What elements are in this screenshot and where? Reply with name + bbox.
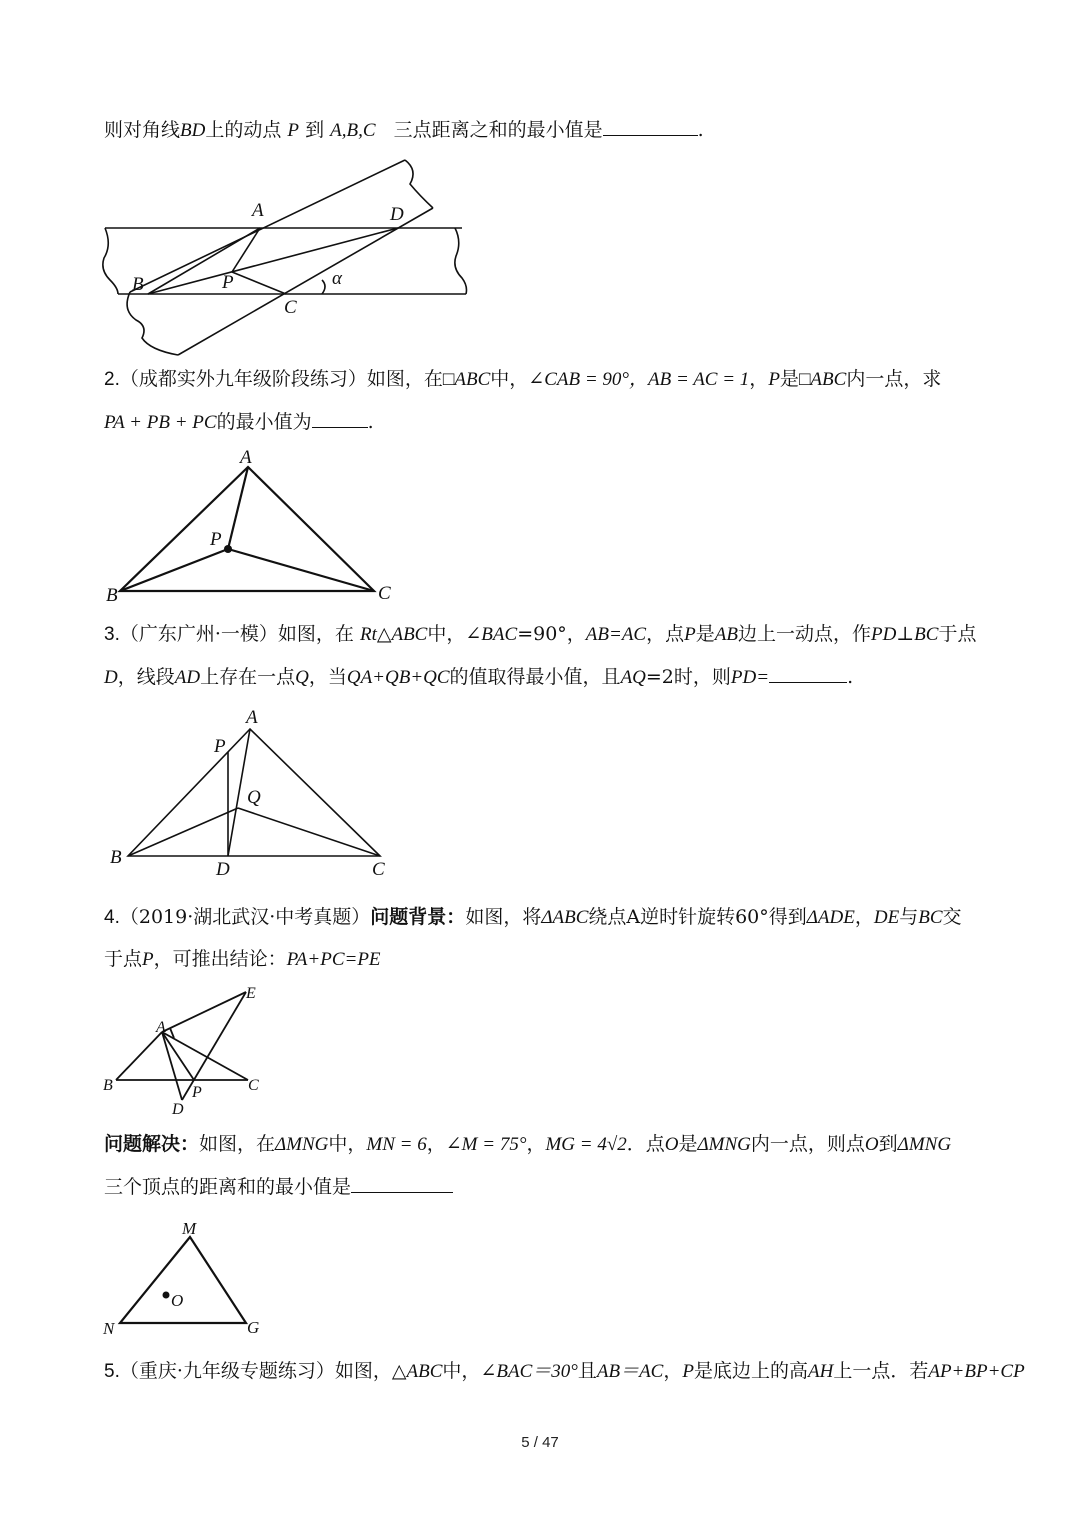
section-heading: 问题解决： (104, 1133, 200, 1155)
math: AB=AC (585, 624, 647, 645)
problem-4-line-3 (104, 1131, 951, 1158)
math: AH (808, 1361, 834, 1382)
answer-blank (351, 1174, 453, 1193)
label-a: A (252, 200, 264, 221)
text: ， (854, 906, 874, 928)
math: P (142, 949, 154, 970)
math: ΔADE (806, 907, 855, 928)
problem-source: （2019·湖北武汉·中考真题） (119, 906, 371, 928)
math-abc: A,B,C (330, 120, 376, 141)
math: ΔMNG (897, 1134, 952, 1155)
text: 是 (779, 368, 799, 390)
point-p (224, 545, 232, 553)
label-a: A (246, 707, 258, 728)
figure-3 (100, 702, 400, 882)
math: ΔMNG (697, 1134, 751, 1155)
label-b: B (132, 274, 144, 295)
text: . (697, 119, 704, 141)
answer-blank (769, 664, 847, 683)
segment-qb (128, 808, 238, 856)
label-c: C (372, 859, 385, 880)
text: 如图，在 (277, 623, 354, 645)
answer-blank (603, 117, 698, 136)
problem-source: （重庆·九年级专题练习） (119, 1360, 335, 1382)
triangle-mng (120, 1237, 246, 1323)
text: 内一点，求 (846, 368, 942, 390)
text: 则对角线 (104, 119, 181, 141)
segment-bd (148, 228, 398, 294)
label-p: P (192, 1084, 202, 1101)
triangle-abc (120, 467, 374, 591)
math: O (664, 1134, 679, 1155)
math: AD (174, 667, 201, 688)
math-p: P (287, 120, 300, 141)
text: . (847, 666, 854, 688)
text: ，可推出结论： (153, 948, 287, 970)
segment-pa (228, 467, 248, 549)
math: AB (714, 624, 738, 645)
text: ， (749, 368, 769, 390)
problem1-tail-line (104, 117, 704, 144)
text: 是 (678, 1133, 698, 1155)
text: 上一点．若 (833, 1360, 929, 1382)
text: =90°， (517, 623, 586, 645)
text: 三点距离之和的最小值是 (393, 119, 603, 141)
text: ， (526, 1133, 546, 1155)
text: 中， (427, 623, 466, 645)
math: △ABC (391, 1361, 443, 1382)
math: P (768, 369, 780, 390)
label-a: A (240, 447, 252, 468)
label-d: D (216, 859, 230, 880)
math: ΔMNG (275, 1134, 329, 1155)
math: O (864, 1134, 879, 1155)
label-e: E (246, 985, 256, 1002)
text: 于点 (938, 623, 977, 645)
text: 于点 (104, 948, 143, 970)
strip-torn-right (455, 228, 467, 294)
page-number: 5 / 47 (521, 1434, 559, 1451)
text: 的值取得最小值，且 (449, 666, 621, 688)
problem-3-line-2 (104, 664, 853, 691)
text: 内一点，则点 (750, 1133, 865, 1155)
segment-pb (120, 549, 228, 591)
text: 时，则 (673, 666, 731, 688)
label-q: Q (247, 787, 261, 808)
text: 且 (577, 1360, 597, 1382)
math: PD⊥BC (870, 624, 939, 645)
point-o (163, 1292, 170, 1299)
text: 如图，在 (199, 1133, 276, 1155)
math: P (682, 1361, 694, 1382)
text: 中， (490, 368, 529, 390)
label-b: B (106, 585, 118, 606)
math: ∠BAC＝30° (480, 1361, 578, 1382)
label-a: A (156, 1019, 166, 1036)
math: AB＝AC (596, 1361, 664, 1382)
math: BC (918, 907, 943, 928)
segment-ap (162, 1032, 194, 1080)
strip-torn-left (103, 228, 118, 294)
section-heading: 问题背景： (370, 906, 466, 928)
text: . (367, 411, 374, 433)
figure-2 (100, 445, 400, 610)
text: 交 (942, 906, 962, 928)
label-d: D (172, 1101, 184, 1118)
figure-1 (100, 150, 480, 360)
math: Rt△ABC (359, 624, 428, 645)
text: 如图， (334, 1360, 392, 1382)
text: 上存在一点 (200, 666, 296, 688)
problem-5-line-1 (104, 1358, 1025, 1385)
segment-pc (232, 272, 286, 294)
figure-5 (100, 1215, 280, 1340)
text: 中， (328, 1133, 367, 1155)
text: 三个顶点的距离和的最小值是 (104, 1176, 352, 1198)
figure-4 (100, 980, 280, 1120)
problem-number: 2. (104, 369, 120, 390)
math: AP+BP+CP (928, 1361, 1025, 1382)
label-m: M (182, 1219, 197, 1238)
label-c: C (284, 297, 297, 318)
math: P (684, 624, 696, 645)
label-p: P (210, 529, 222, 550)
problem-number: 4. (104, 907, 120, 928)
text: 如图，将 (465, 906, 542, 928)
math: □ABC (442, 369, 491, 390)
math-bd: BD (180, 120, 206, 141)
text: ．点 (626, 1133, 665, 1155)
text: ， (663, 1360, 683, 1382)
text: 如图，在 (366, 368, 443, 390)
text: ， (426, 1133, 446, 1155)
label-n: N (103, 1319, 115, 1338)
problem-2-line-2 (104, 409, 374, 436)
slant-strip-bottom-edge (178, 208, 433, 355)
label-d: D (390, 204, 404, 225)
text: 绕点A逆时针旋转60°得到 (588, 906, 807, 928)
math: ΔABC (541, 907, 589, 928)
slant-torn-bottom (127, 292, 178, 355)
math: DE (873, 907, 900, 928)
text: 上的动点 (205, 119, 282, 141)
math-expr: PA + PB + PC (104, 412, 217, 433)
text: 到 (305, 119, 325, 141)
text: ，点 (646, 623, 685, 645)
math: ∠BAC (465, 624, 518, 645)
problem-4-line-4 (104, 1174, 453, 1200)
label-p: P (214, 736, 226, 757)
text: =2 (645, 666, 674, 688)
math: PD= (730, 667, 770, 688)
text: 的最小值为 (216, 411, 312, 433)
label-g: G (247, 1318, 260, 1337)
problem-number: 3. (104, 624, 120, 645)
problem-2-line-1 (104, 366, 941, 393)
text: 是底边上的高 (693, 1360, 808, 1382)
math: □ABC (798, 369, 847, 390)
text: 中， (442, 1360, 481, 1382)
label-c: C (248, 1077, 259, 1094)
answer-blank (312, 409, 368, 428)
segment-ab (116, 1032, 162, 1080)
slant-torn-top (405, 160, 433, 208)
label-b: B (103, 1077, 113, 1094)
label-o: O (171, 1291, 184, 1310)
problem-source: （成都实外九年级阶段练习） (119, 368, 367, 390)
math: AQ (620, 667, 646, 688)
math: MN = 6 (366, 1134, 427, 1155)
label-b: B (110, 847, 122, 868)
slant-strip-top-edge (130, 160, 405, 292)
segment-qc (238, 808, 380, 856)
text: ，线段 (117, 666, 175, 688)
problem-4-line-2 (104, 946, 381, 973)
problem-3-line-1 (104, 621, 976, 648)
math: ∠M = 75° (445, 1134, 527, 1155)
label-p: P (222, 272, 234, 293)
problem-number: 5. (104, 1361, 120, 1382)
text: 是 (695, 623, 715, 645)
math: QA+QB+QC (346, 667, 450, 688)
text: 到 (878, 1133, 898, 1155)
text: 边上一动点，作 (737, 623, 871, 645)
angle-arc (322, 280, 325, 294)
label-alpha: α (332, 268, 342, 289)
math: MG = 4√2 (545, 1134, 627, 1155)
math: Q (295, 667, 309, 688)
problem-source: （广东广州·一模） (119, 623, 278, 645)
text: ，当 (308, 666, 347, 688)
math-condition: ∠CAB = 90°，AB = AC = 1 (528, 369, 750, 390)
math: D (104, 667, 118, 688)
problem-4-line-1 (104, 904, 962, 931)
segment-ba (148, 228, 260, 294)
math-conclusion: PA+PC=PE (286, 949, 381, 970)
label-c: C (378, 583, 391, 604)
text: 与 (899, 906, 919, 928)
